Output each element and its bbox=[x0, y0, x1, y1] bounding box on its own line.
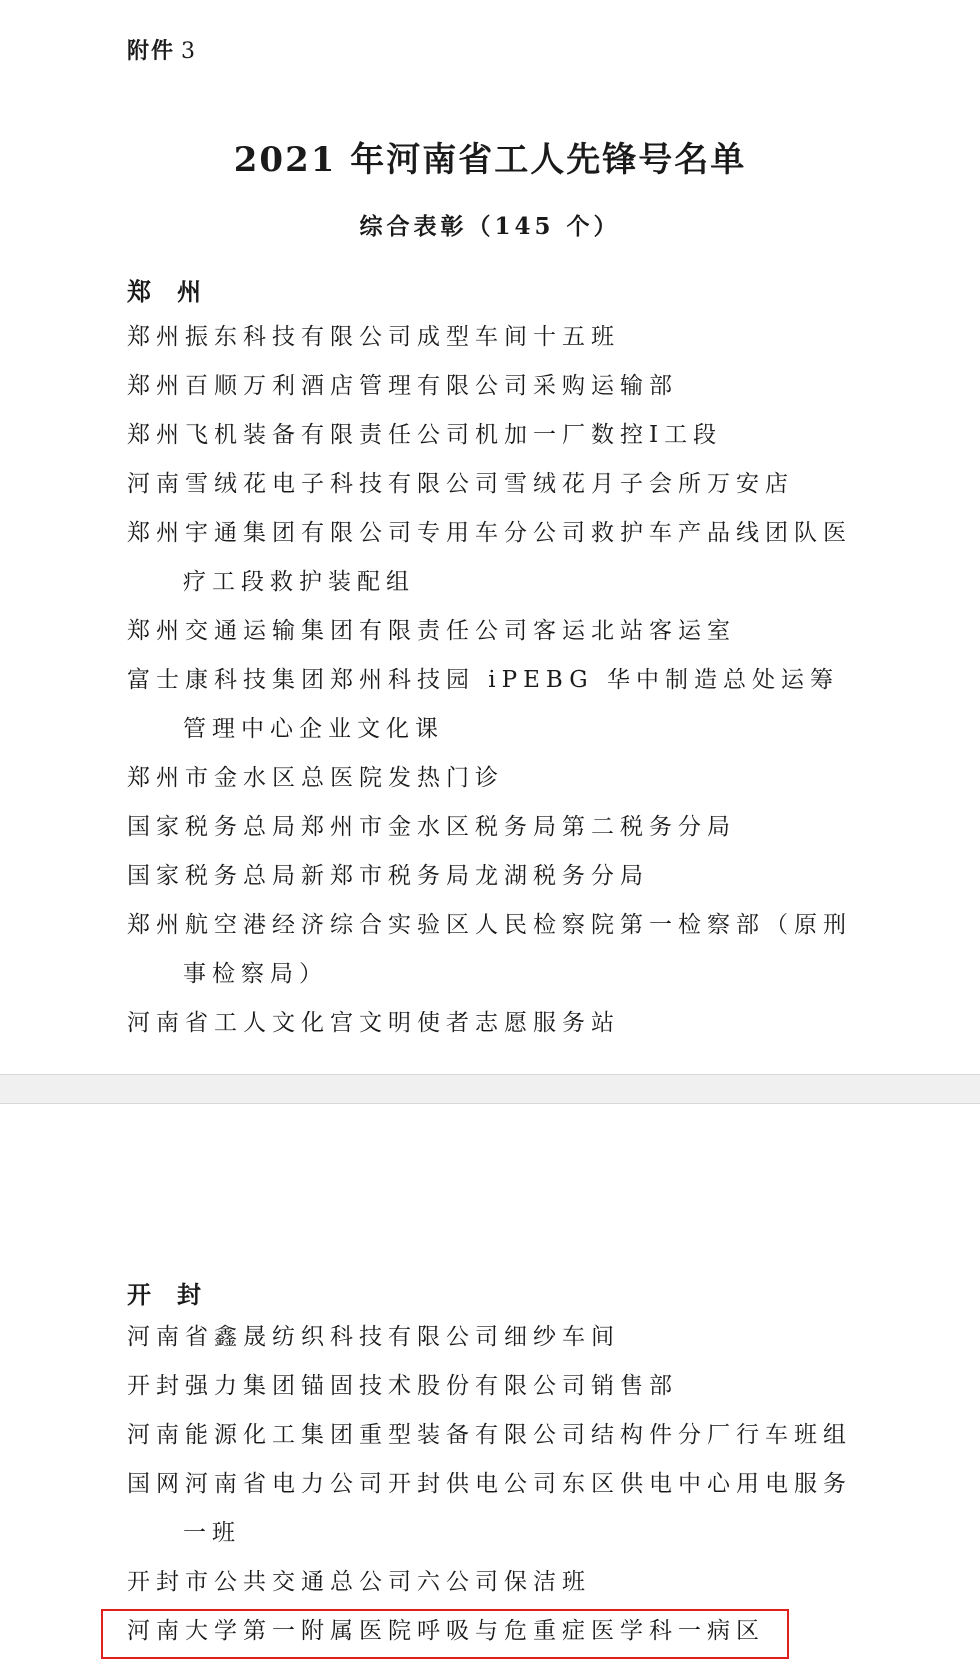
list-item: 国家税务总局郑州市金水区税务局第二税务分局 bbox=[127, 814, 736, 840]
list-item: 郑州宇通集团有限公司专用车分公司救护车产品线团队医疗工段救护装配组 bbox=[127, 520, 852, 595]
list-item: 开封强力集团锚固技术股份有限公司销售部 bbox=[127, 1373, 678, 1399]
list-item: 河南能源化工集团重型装备有限公司结构件分厂行车班组 bbox=[127, 1422, 852, 1448]
list-item: 郑州交通运输集团有限责任公司客运北站客运室 bbox=[127, 618, 736, 644]
list-zhengzhou bbox=[127, 313, 857, 1048]
list-item: 河南省工人文化宫文明使者志愿服务站 bbox=[127, 1010, 620, 1036]
list-item: 富士康科技集团郑州科技园 iPEBG 华中制造总处运筹管理中心企业文化课 bbox=[127, 667, 839, 742]
document-title: 2021 年河南省工人先锋号名单 bbox=[233, 140, 747, 180]
list-item: 河南省鑫晟纺织科技有限公司细纱车间 bbox=[127, 1324, 620, 1350]
list-item: 郑州飞机装备有限责任公司机加一厂数控Ⅰ工段 bbox=[127, 422, 723, 448]
list-kaifeng bbox=[127, 1313, 857, 1656]
document-subtitle: 综合表彰（145 个） bbox=[359, 213, 621, 240]
list-item: 郑州百顺万利酒店管理有限公司采购运输部 bbox=[127, 373, 678, 399]
section-title-kaifeng: 开封 bbox=[127, 1280, 227, 1309]
list-item: 河南雪绒花电子科技有限公司雪绒花月子会所万安店 bbox=[127, 471, 794, 497]
list-item: 郑州市金水区总医院发热门诊 bbox=[127, 765, 504, 791]
list-item: 郑州振东科技有限公司成型车间十五班 bbox=[127, 324, 620, 350]
attachment-text: 附件 bbox=[127, 38, 176, 64]
attachment-number: 3 bbox=[181, 39, 198, 64]
list-item: 开封市公共交通总公司六公司保洁班 bbox=[127, 1569, 591, 1595]
list-item-highlighted: 河南大学第一附属医院呼吸与危重症医学科一病区 bbox=[127, 1618, 765, 1644]
list-item: 国家税务总局新郑市税务局龙湖税务分局 bbox=[127, 863, 649, 889]
list-item: 郑州航空港经济综合实验区人民检察院第一检察部（原刑事检察局） bbox=[127, 912, 852, 987]
section-title-zhengzhou: 郑州 bbox=[127, 277, 227, 306]
list-item: 国网河南省电力公司开封供电公司东区供电中心用电服务一班 bbox=[127, 1471, 852, 1546]
attachment-label bbox=[127, 34, 197, 65]
